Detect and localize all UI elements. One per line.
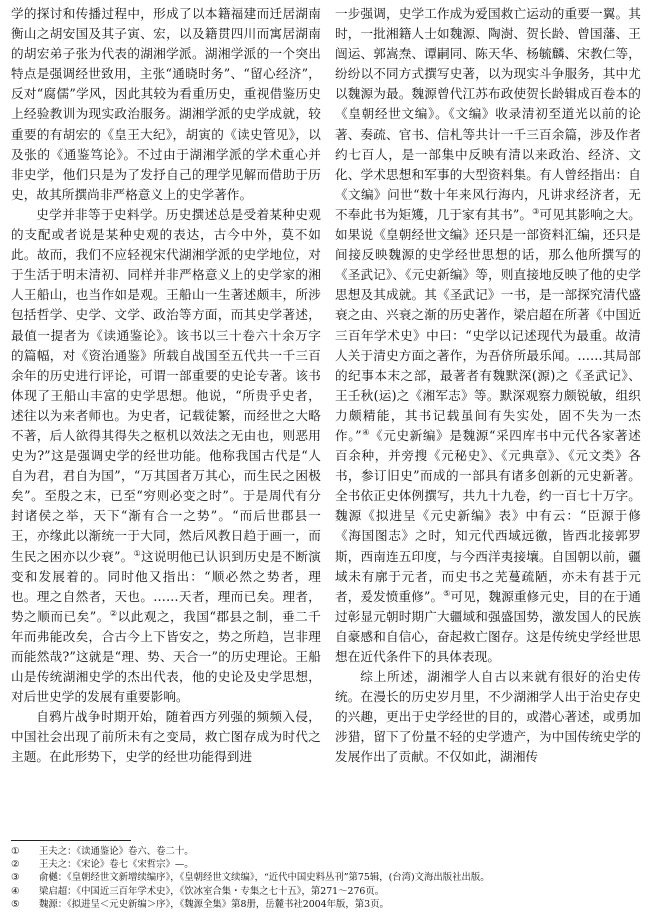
footnote bbox=[11, 898, 641, 911]
footnote-text: 魏源：《拟进呈＜元史新编＞序》，《魏源全集》第8册，岳麓书社2004年版，第3页。 bbox=[39, 898, 389, 910]
paragraph-text: 综上所述，湖湘学人自古以来就有很好的治史传统。在漫长的历史岁月里，不少湖湘学人出于治史存史的兴趣，更出于史学经世的目的，或潜心著述，或勇加涉猎，留下了份量不轻的史学遗产，为中国传统史学的发展作出了贡献。不仅如此，湖湘传 bbox=[335, 669, 641, 765]
paragraph bbox=[11, 4, 321, 205]
footnote-mark: ② bbox=[11, 859, 20, 871]
paragraph-text: 可见，魏源重修元史，目的在于通过彰显元朝时期广大疆域和强盛国势，激发国人的民族自豪感和自信心，奋起救亡图存。这是传统史学经世思想在近代条件下的具体表现。 bbox=[335, 588, 641, 664]
footnote-text: 梁启超：《中国近三百年学术史》，《饮冰室合集・专集之七十五》，第271～276页。 bbox=[39, 885, 385, 897]
footnote bbox=[11, 871, 641, 884]
paragraph bbox=[11, 205, 321, 707]
paragraph bbox=[335, 4, 641, 667]
footnote-mark: ③ bbox=[11, 872, 20, 884]
footnote-text: 王夫之：《读通鉴论》卷六、卷二十。 bbox=[39, 846, 194, 857]
footnote-ref[interactable]: ① bbox=[133, 548, 141, 558]
paragraph bbox=[335, 667, 641, 767]
paragraph-text: 一步强调，史学工作成为爱国救亡运动的重要一翼。其时，一批湘籍人士如魏源、陶澍、贺长龄、曾国藩、王闿运、郭嵩焘、谭嗣同、陈天华、杨毓麟、宋教仁等，纷纷以不同方式撰写史著，以为现实斗争服务，其中尤以魏源为最。魏源曾代江苏布政使贺长龄辑成百卷本的《皇朝经世文编》。《文编》收录清初至道光以前的论著、奏疏、官书、信札等共计一千三百余篇，涉及作者约七百人，是一部集中反映有清以来政治、经济、文化、学术思想和军事的大型资料集。有人曾经指出：自《文编》问世“数十年来风行海内，凡讲求经济者，无不奉此书为矩矱，几于家有其书”。 bbox=[335, 6, 641, 222]
footnote-text: 王夫之：《宋论》卷七《宋哲宗》—。 bbox=[39, 859, 194, 871]
footnotes bbox=[11, 845, 641, 911]
paragraph-text: 学的探讨和传播过程中，形成了以本籍福建而迁居湖南衡山之胡安国及其子寅、宏，以及籍贯四川而寓居湖南的胡宏弟子张为代表的湖湘学派。湖湘学派的一个突出特点是强调经世致用，主张“通晓时务”、“留心经济”，反对“腐儒”学风，因此其较为看重历史，重视借鉴历史上经验教训为现实政治服务。湖湘学派的史学成就，较重要的有胡宏的《皇王大纪》，胡寅的《读史管见》，以及张的《通鉴笃论》。不过由于湖湘学派的学术重心并非史学，他们只是为了发抒自己的理学见解而借助于历史，故其所撰尚非严格意义上的史学著作。 bbox=[11, 6, 321, 202]
paragraph bbox=[11, 707, 321, 767]
footnote-mark: ⑤ bbox=[11, 898, 20, 910]
footnote bbox=[11, 858, 641, 871]
footnote-mark: ① bbox=[11, 846, 20, 857]
footnote-text: 俞樾：《皇朝经世文新增续编序》，《皇朝经世文续编》，“近代中国史料丛刊”第75辑，(台湾)文海出版社出版。 bbox=[39, 872, 490, 884]
footnote-ref[interactable]: ⑤ bbox=[443, 588, 451, 598]
footnote-mark: ④ bbox=[11, 885, 20, 897]
left-column bbox=[11, 4, 321, 768]
footnote-ref[interactable]: ② bbox=[109, 608, 118, 618]
footnote bbox=[11, 845, 641, 858]
footnote-ref[interactable]: ③ bbox=[532, 206, 540, 216]
footnote-ref[interactable]: ④ bbox=[361, 427, 371, 437]
right-column bbox=[335, 4, 641, 768]
paragraph-text: 可见其影响之大。如果说《皇朝经世文编》还只是一部资料汇编，还只是间接反映魏源的史学经世思想的话，那么他所撰写的《圣武记》、《元史新编》等，则直接地反映了他的史学思想及其成就。其《圣武记》一书，是一部探究清代盛衰之由、兴衰之渐的历史著作，梁启超在所著《中国近三百年学术史》中曰：“史学以记述现代为最重。故清人关于清史方面之著作，为吾侪所最乐闻。……其局部的纪事本末之部，最著者有魏默深(源)之《圣武记》、王壬秋(运)之《湘军志》等。默深观察力颇锐敏，组织力颇精能，其书记载虽间有失实处，固不失为一杰作。” bbox=[335, 206, 641, 443]
footnote bbox=[11, 885, 641, 898]
paragraph-text: 自鸦片战争时期开始，随着西方列强的频频入侵，中国社会出现了前所未有之变局，救亡图存成为时代之主题。在此形势下，史学的经世功能得到进 bbox=[11, 709, 321, 765]
paragraph-text: 《元史新编》是魏源“采四库书中元代各家著述百余种，并旁搜《元秘史》、《元典章》、《元文类》各书，参订旧史”而成的一部具有诸多创新的元史新著。全书依正史体例撰写，共九十九卷，约一百七十万字。魏源《拟进呈《元史新编》表》中有云：“臣源于修《海国图志》之时，知元代西域远徼，皆西北接郭罗斯，西南连五印度，与今西洋夷接壤。自国朝以前，疆域未有廓于元者，而史书之芜蔓疏陋，亦未有甚于元者，爰发愤重修”。 bbox=[335, 427, 641, 604]
paragraph-text: 史学并非等于史料学。历史撰述总是受着某种史观的支配或者说是某种史观的表达，古今中外，莫不如此。故而，我们不应轻视宋代湖湘学派的史学地位，对于生活于明末清初、同样并非严格意义上的史学家的湘人王船山，也当作如是观。王船山一生著述颇丰，所涉包括哲学、史学、文学、政治等方面，而其史学著述，最值一提者为《读通鉴论》。该书以三十卷六十余万字的篇幅，对《资治通鉴》所载自战国至五代共一千三百余年的历史进行评论，可谓一部重要的史论专著。该书体现了王船山丰富的史学思想。他说，“所贵乎史者，述往以为来者师也。为史者，记载徒繁，而经世之大略不著，后人欲得其得失之枢机以效法之无由也，则恶用史为?”这是强调史学的经世功能。他称我国古代是“人自为君，君自为国”，“万其国者万其心，而生民之困极矣”。至殷之末，已至“穷则必变之时”。于是周代有分封诸侯之举，天下“渐有合一之势”。“而后世郡县一王，亦缘此以渐统一于大同，然后风教日趋于画一，而生民之困亦以少衰”。 bbox=[11, 206, 321, 564]
paragraph-text: 这说明他已认识到历史是不断演变和发展着的。同时他又指出：“顺必然之势者，理也。理之自然者，天也。……天者，理而已矣。理者，势之顺而已矣”。 bbox=[11, 548, 321, 624]
paragraph-text: 以此观之，我国“郡县之制，垂二千年而弗能改矣，合古今上下皆安之，势之所趋，岂非理而能然哉?”这就是“理、势、天合一”的历史理论。王船山是传统湖湘史学的杰出代表，他的史论及史学思想，对后世史学的发展有重要影响。 bbox=[11, 608, 321, 705]
footnote-divider bbox=[11, 840, 131, 841]
